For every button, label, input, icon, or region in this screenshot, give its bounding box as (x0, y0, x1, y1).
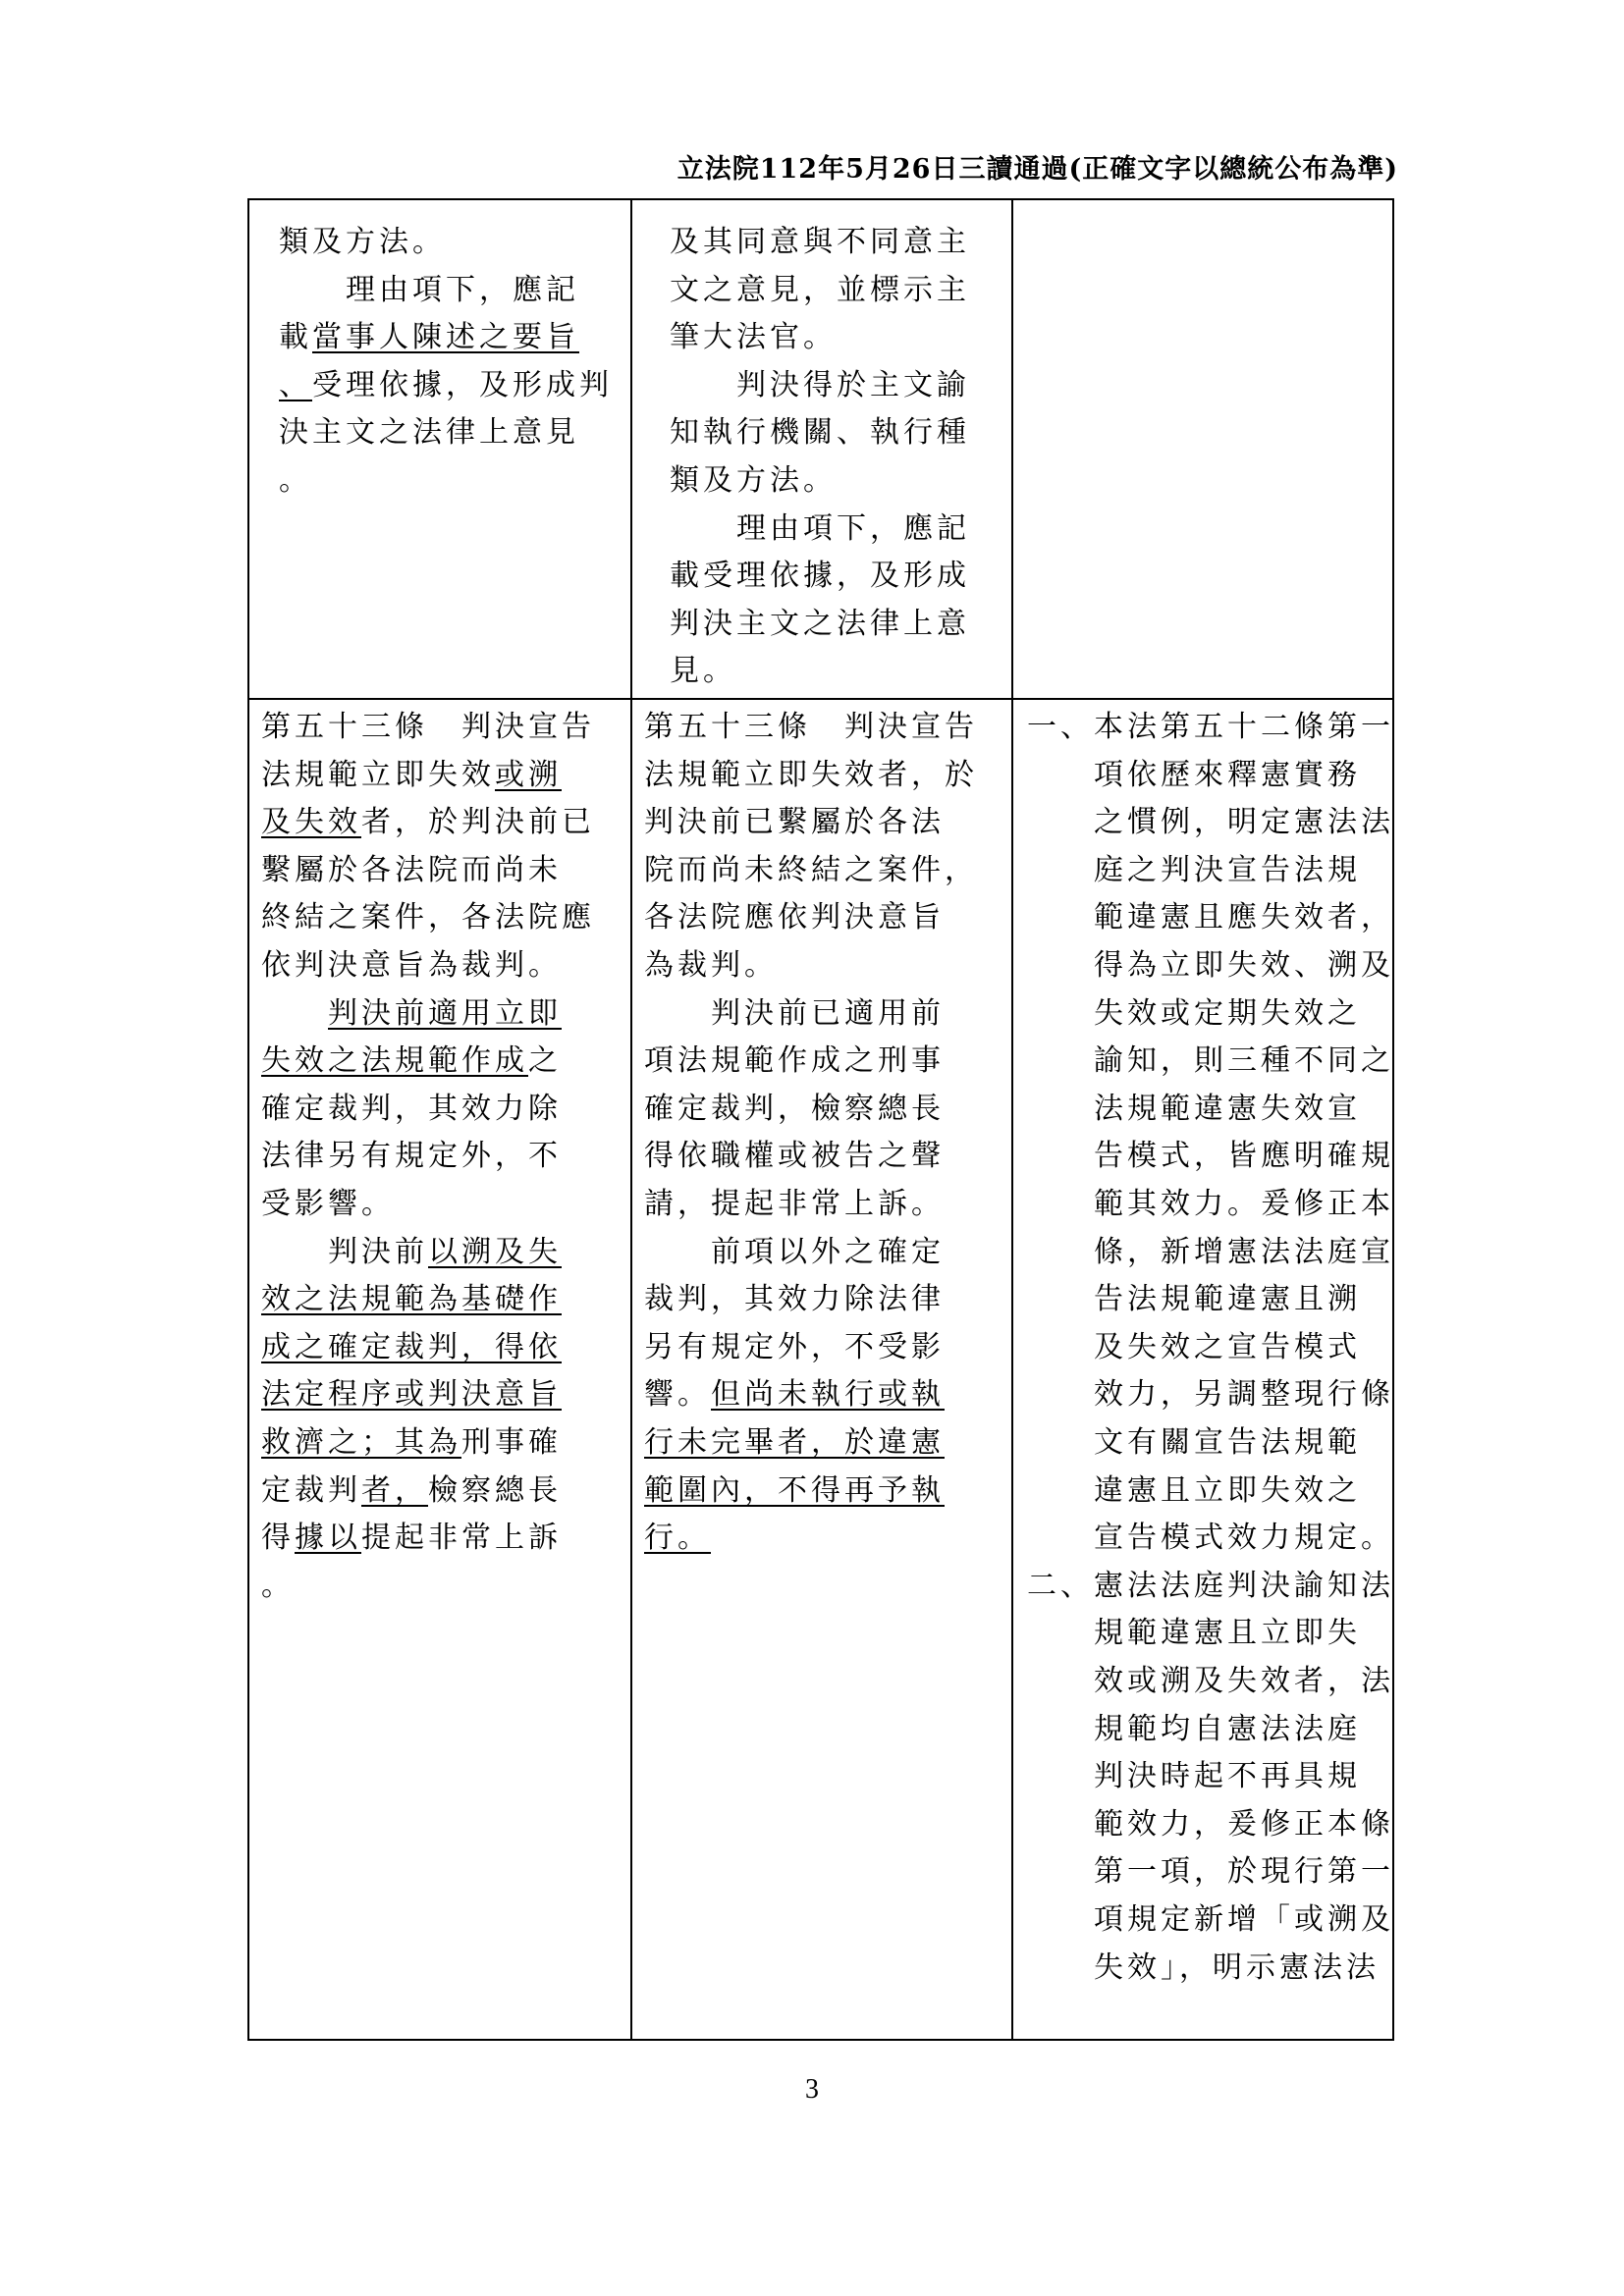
text-segment: 決主文之法律上意見 (279, 415, 579, 451)
text-segment: 告法規範違憲且溯 (1027, 1282, 1361, 1317)
underlined-amendment-text: 行。 (644, 1521, 711, 1556)
text-line (261, 1235, 562, 1270)
text-segment: 筆大法官。 (670, 320, 837, 355)
text-segment: 法規範立即失效 (261, 757, 495, 792)
underlined-amendment-text: 及失效 (261, 805, 361, 840)
text-segment: 裁判，其效力除法律 (644, 1282, 945, 1317)
text-line (261, 1139, 562, 1174)
text-segment: 判決主文之法律上意 (670, 606, 970, 641)
text-segment: 。 (279, 463, 312, 498)
text-segment: 判決得於主文諭 (670, 367, 970, 402)
text-line (644, 1521, 711, 1556)
text-segment: 理由項下，應記 (279, 272, 579, 307)
text-segment: 法律另有規定外，不 (261, 1139, 562, 1174)
explanation-cell (1013, 200, 1394, 698)
text-segment: 條，新增憲法法庭宣 (1027, 1234, 1394, 1269)
current-text-cell (632, 200, 1011, 698)
text-line (279, 225, 446, 260)
text-segment: 前項以外之確定 (644, 1234, 945, 1269)
text-segment: 類及方法。 (279, 225, 446, 259)
text-line (644, 1043, 945, 1079)
underlined-amendment-text: 救濟之；其為 (261, 1425, 461, 1460)
text-line (261, 1569, 295, 1604)
text-segment: 提起非常上訴 (361, 1521, 562, 1556)
text-line (261, 1521, 562, 1556)
text-segment: 違憲且立即失效之 (1027, 1472, 1361, 1508)
text-segment: 判決前已適用前 (644, 995, 945, 1031)
text-line (1027, 1807, 1394, 1842)
text-line (670, 415, 970, 451)
text-line (1027, 1139, 1394, 1174)
text-segment: 理由項下，應記 (670, 510, 970, 546)
text-segment: 得為立即失效、溯及 (1027, 948, 1394, 983)
text-segment: 請，提起非常上訴。 (644, 1187, 945, 1221)
text-segment: 響。 (644, 1377, 711, 1413)
text-line (644, 1473, 945, 1509)
text-segment: 二、憲法法庭判決諭知法 (1027, 1568, 1394, 1603)
text-line (279, 368, 613, 403)
text-segment: 法規範違憲失效宣 (1027, 1091, 1361, 1126)
text-segment: 效或溯及失效者，法 (1027, 1664, 1394, 1698)
text-line (261, 710, 595, 745)
text-line (644, 805, 945, 840)
underlined-amendment-text: 判決前適用立即 (328, 995, 562, 1031)
text-line (644, 1377, 945, 1413)
text-segment: 刑事確 (461, 1425, 562, 1460)
text-line (1027, 1664, 1394, 1699)
text-segment: 得 (261, 1521, 295, 1556)
text-line (670, 368, 970, 403)
text-segment: 第五十三條 判決宣告 (644, 710, 978, 744)
text-line (670, 559, 970, 594)
text-segment: 失效或定期失效之 (1027, 995, 1361, 1031)
text-line (644, 948, 778, 984)
text-line (670, 463, 837, 499)
underlined-amendment-text: 但尚未執行或執 (711, 1377, 945, 1413)
text-segment: 受理依據，及形成判 (312, 367, 613, 402)
underlined-amendment-text: 法定程序或判決意旨 (261, 1377, 562, 1413)
text-line (670, 607, 970, 642)
text-segment: 規範均自憲法法庭 (1027, 1711, 1361, 1746)
text-line (261, 1473, 562, 1509)
text-line (1027, 1330, 1361, 1365)
text-segment: 定裁判 (261, 1472, 361, 1508)
text-segment: 得依職權或被告之聲 (644, 1139, 945, 1174)
text-segment: 。 (261, 1568, 295, 1603)
underlined-amendment-text: 、 (279, 367, 312, 402)
text-line (1027, 1282, 1361, 1317)
text-segment: 確定裁判，其效力除 (261, 1091, 562, 1126)
text-segment: 法規範立即失效者，於 (644, 757, 978, 792)
text-line (1027, 1235, 1394, 1270)
text-line (644, 1425, 945, 1461)
text-line (1027, 1902, 1394, 1938)
text-line (1027, 948, 1394, 984)
text-segment: 庭之判決宣告法規 (1027, 852, 1361, 887)
text-segment: 之 (528, 1043, 562, 1079)
text-segment: 文有關宣告法規範 (1027, 1425, 1361, 1460)
text-segment: 告模式，皆應明確規 (1027, 1139, 1394, 1174)
text-line (644, 1282, 945, 1317)
text-line (261, 948, 562, 984)
text-line (279, 463, 312, 499)
text-line (261, 805, 595, 840)
text-segment: 受影響。 (261, 1187, 395, 1221)
underlined-amendment-text: 據以 (295, 1521, 361, 1556)
underlined-amendment-text: 失效之法規範作成 (261, 1043, 528, 1079)
text-line (261, 1092, 562, 1127)
table-row (249, 200, 1392, 700)
text-segment: 者，於判決前已 (361, 805, 595, 840)
text-segment: 諭知，則三種不同之 (1027, 1043, 1394, 1079)
text-segment: 載受理依據，及形成 (670, 559, 970, 594)
text-line (261, 1043, 562, 1079)
text-line (644, 758, 978, 793)
text-line (261, 758, 562, 793)
underlined-amendment-text: 或溯 (495, 757, 562, 792)
text-line (1027, 1377, 1394, 1413)
text-line (1027, 1569, 1394, 1604)
comparison-table (247, 198, 1394, 2041)
text-segment: 項依歷來釋憲實務 (1027, 757, 1361, 792)
text-segment: 效力，另調整現行條 (1027, 1377, 1394, 1413)
text-line (1027, 1425, 1361, 1461)
text-segment: 範效力，爰修正本條 (1027, 1806, 1394, 1842)
text-segment: 範其效力。爰修正本 (1027, 1187, 1394, 1221)
text-line (644, 1139, 945, 1174)
text-segment: 院而尚未終結之案件， (644, 852, 978, 887)
text-segment: 載 (279, 320, 312, 355)
text-segment: 一、本法第五十二條第一 (1027, 710, 1394, 744)
underlined-amendment-text: 效之法規範為基礎作 (261, 1282, 562, 1317)
text-line (1027, 1950, 1380, 1986)
text-segment (261, 996, 328, 1031)
text-segment: 知執行機關、執行種 (670, 415, 970, 451)
text-line (644, 1235, 945, 1270)
text-line (644, 710, 978, 745)
text-line (670, 225, 970, 260)
text-line (1027, 758, 1361, 793)
text-segment: 各法院應依判決意旨 (644, 900, 945, 935)
text-segment: 為裁判。 (644, 948, 778, 983)
text-segment: 終結之案件，各法院應 (261, 900, 595, 935)
underlined-amendment-text: 以溯及失 (428, 1234, 562, 1269)
text-line (261, 1330, 562, 1365)
text-line (261, 1377, 562, 1413)
text-segment: 另有規定外，不受影 (644, 1329, 945, 1364)
text-line (1027, 1712, 1361, 1747)
text-line (261, 1187, 395, 1222)
text-line (1027, 1854, 1394, 1890)
underlined-amendment-text: 範圍內，不得再予執 (644, 1472, 945, 1508)
text-segment: 範違憲且應失效者， (1027, 900, 1394, 935)
text-segment: 判決前 (261, 1234, 428, 1269)
text-line (644, 1330, 945, 1365)
table-row (249, 698, 1392, 2039)
text-segment: 繫屬於各法院而尚未 (261, 852, 562, 887)
text-line (1027, 1043, 1394, 1079)
text-segment: 文之意見，並標示主 (670, 272, 970, 307)
text-line (1027, 1187, 1394, 1222)
text-line (644, 853, 978, 888)
text-segment: 檢察總長 (428, 1472, 562, 1508)
underlined-amendment-text: 行未完畢者，於違憲 (644, 1425, 945, 1460)
text-line (279, 273, 579, 308)
text-segment: 宣告模式效力規定。 (1027, 1521, 1394, 1556)
text-line (1027, 1473, 1361, 1509)
text-line (279, 415, 579, 451)
text-line (1027, 1759, 1361, 1794)
text-segment: 第一項，於現行第一 (1027, 1854, 1394, 1890)
text-line (261, 1425, 562, 1461)
text-line (1027, 853, 1361, 888)
text-line (1027, 996, 1361, 1032)
underlined-amendment-text: 當事人陳述之要旨 (312, 320, 579, 355)
text-line (644, 1092, 945, 1127)
text-line (644, 900, 945, 935)
underlined-amendment-text: 成之確定裁判，得依 (261, 1329, 562, 1364)
text-line (1027, 710, 1394, 745)
text-segment: 及其同意與不同意主 (670, 225, 970, 259)
text-line (1027, 900, 1394, 935)
text-segment: 判決前已繫屬於各法 (644, 805, 945, 840)
text-segment: 見。 (670, 654, 736, 689)
document-header: 立法院112年5月26日三讀通過(正確文字以總統公布為準) (677, 154, 1398, 185)
text-line (670, 511, 970, 547)
text-segment: 之慣例，明定憲法法 (1027, 805, 1394, 840)
text-line (261, 853, 562, 888)
text-line (279, 320, 579, 355)
text-segment: 失效」，明示憲法法 (1027, 1949, 1380, 1985)
text-segment: 類及方法。 (670, 463, 837, 498)
text-line (670, 273, 970, 308)
text-line (644, 1187, 945, 1222)
text-segment: 規範違憲且立即失 (1027, 1616, 1361, 1651)
text-segment: 項規定新增「或溯及 (1027, 1902, 1394, 1937)
text-segment: 項法規範作成之刑事 (644, 1043, 945, 1079)
text-segment: 依判決意旨為裁判。 (261, 948, 562, 983)
text-line (261, 900, 595, 935)
text-line (261, 996, 562, 1032)
amended-text-cell (249, 698, 630, 2039)
text-line (670, 320, 837, 355)
text-line (1027, 1616, 1361, 1651)
text-line (1027, 1521, 1394, 1556)
text-line (261, 1282, 562, 1317)
text-segment: 確定裁判，檢察總長 (644, 1091, 945, 1126)
current-text-cell (632, 698, 1011, 2039)
text-line (670, 654, 736, 689)
amended-text-cell (249, 200, 630, 698)
text-line (1027, 1092, 1361, 1127)
text-segment: 及失效之宣告模式 (1027, 1329, 1361, 1364)
text-line (1027, 805, 1394, 840)
text-line (644, 996, 945, 1032)
explanation-cell (1013, 698, 1394, 2039)
underlined-amendment-text: 者， (361, 1472, 428, 1508)
text-segment: 第五十三條 判決宣告 (261, 710, 595, 744)
text-segment: 判決時起不再具規 (1027, 1759, 1361, 1794)
page-number: 3 (805, 2074, 819, 2105)
